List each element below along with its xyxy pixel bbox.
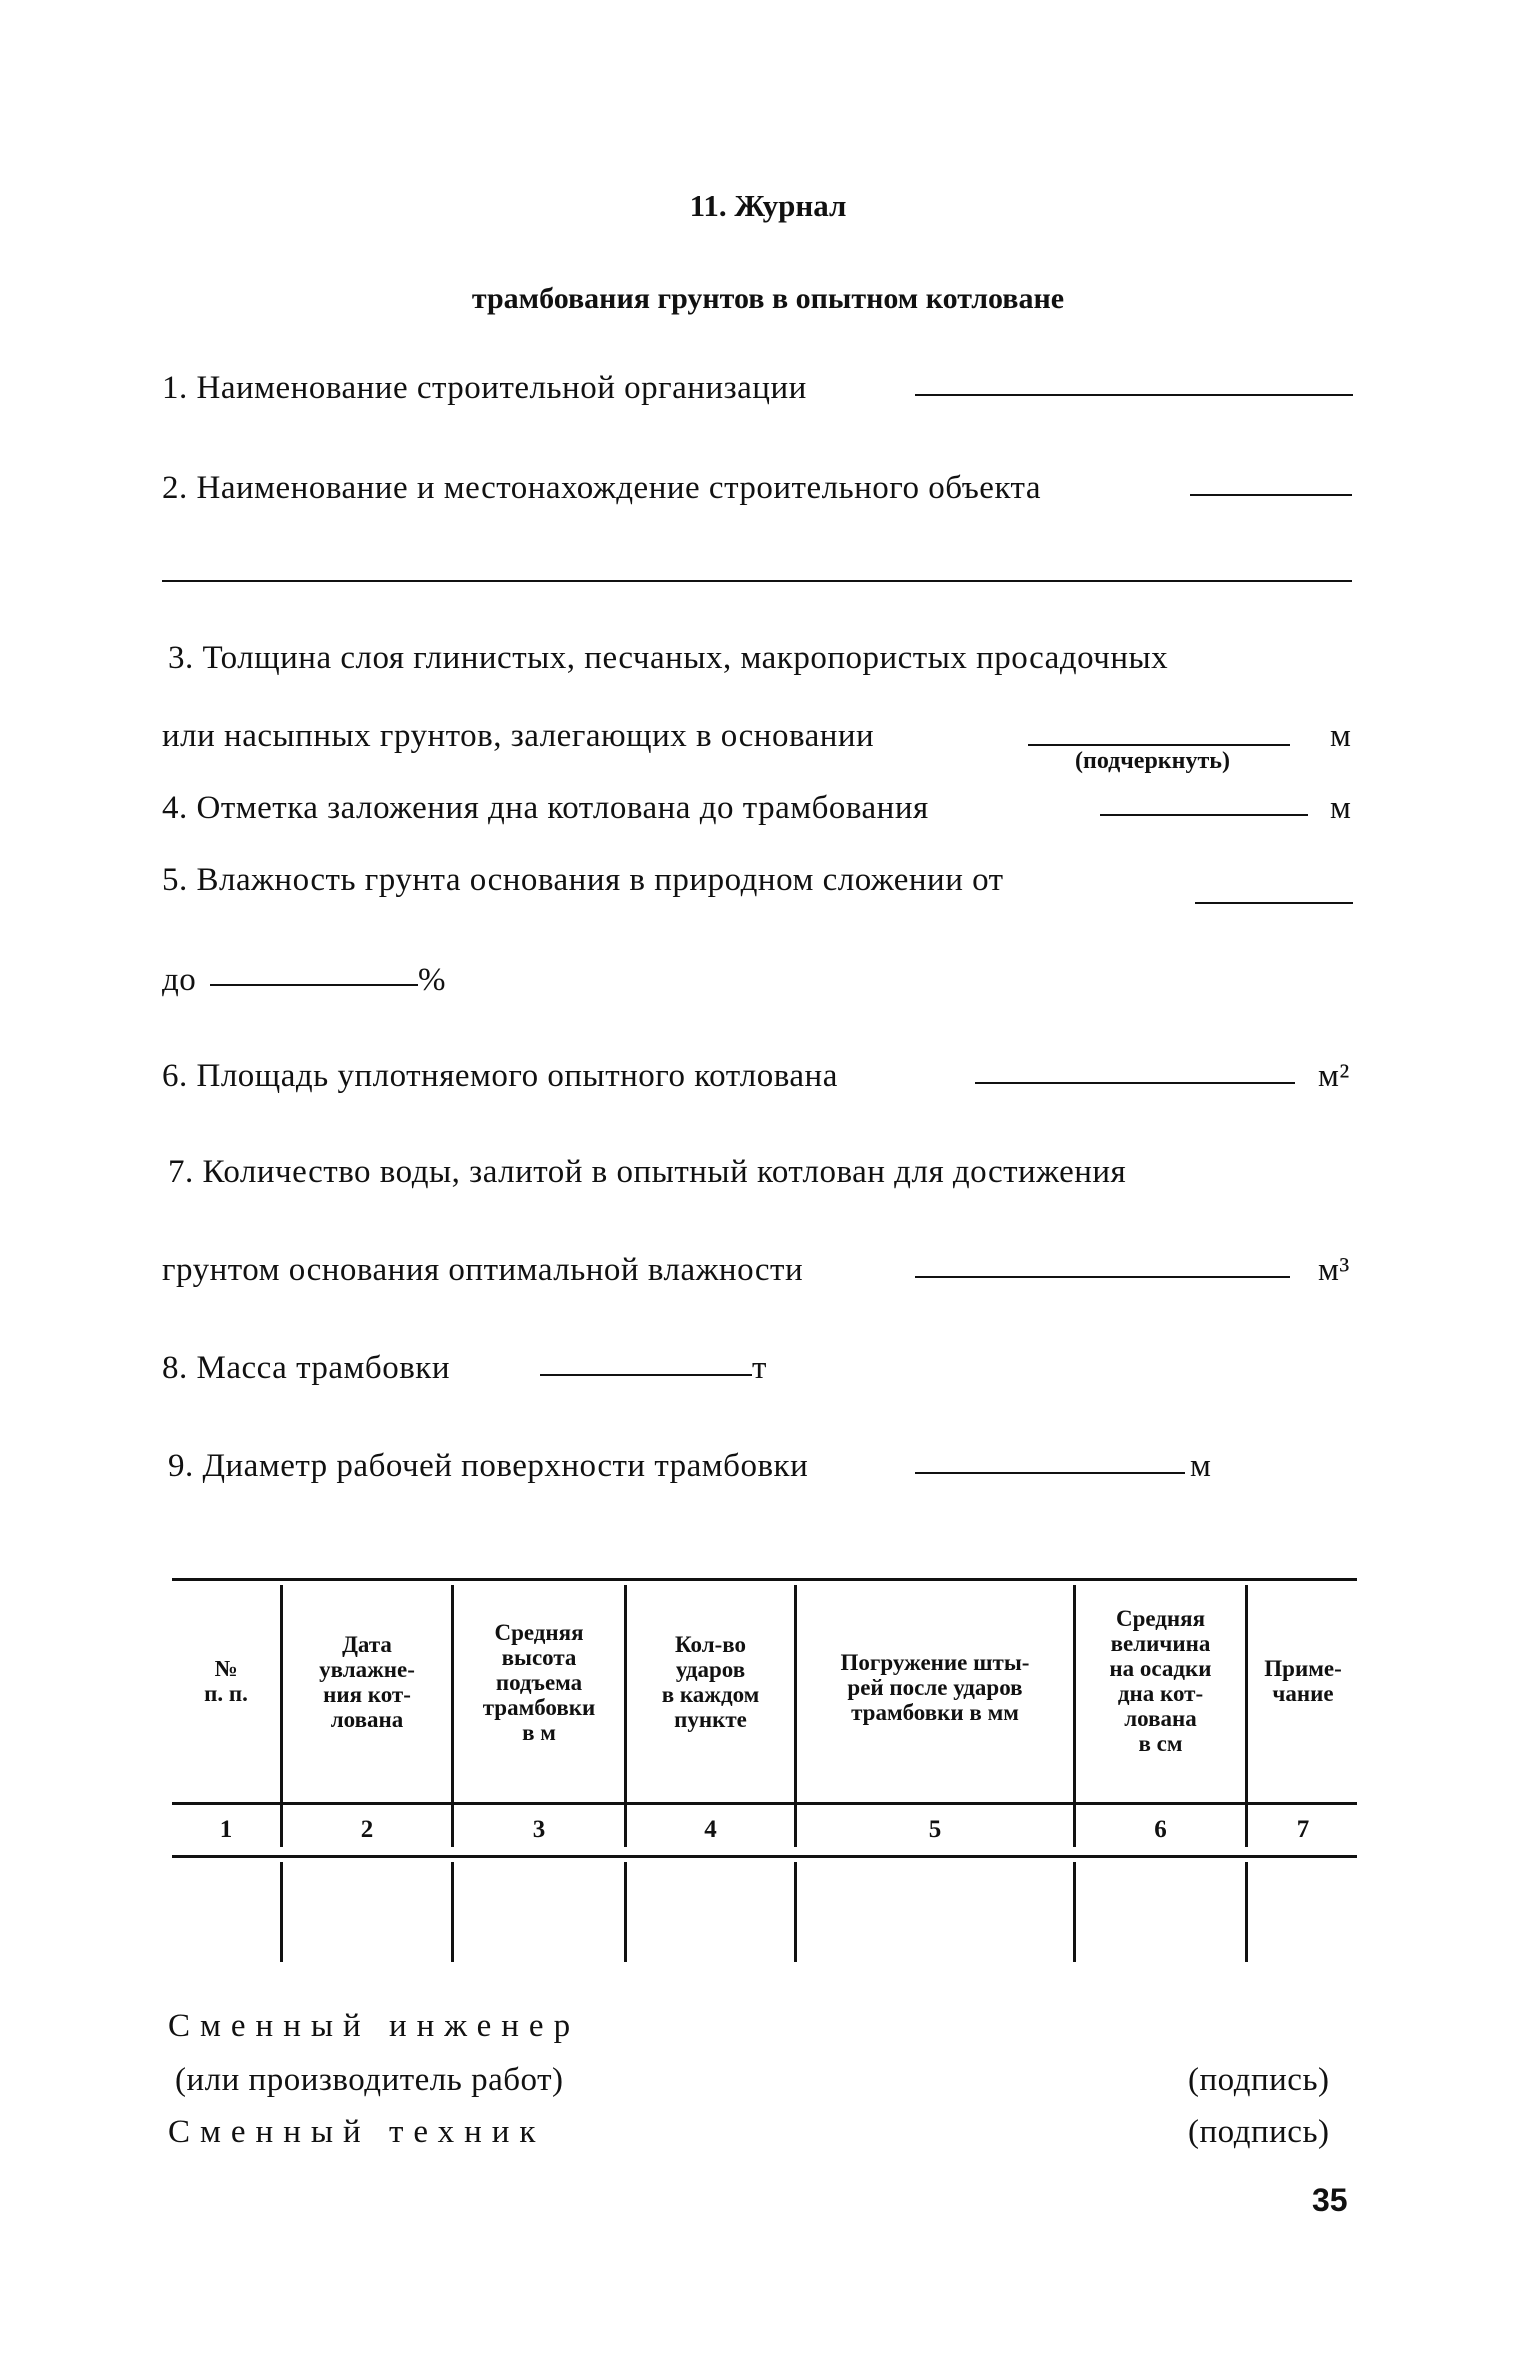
item-7-blank	[915, 1276, 1290, 1278]
journal-subtitle: трамбования грунтов в опытном котловане	[471, 282, 1065, 315]
table-col-number: 2	[360, 1816, 374, 1843]
table-header-cell: № п. п.	[204, 1656, 248, 1706]
table-numbers-rule	[172, 1855, 1357, 1858]
item-5-percent: %	[418, 962, 446, 998]
table-col-number: 3	[532, 1816, 546, 1843]
item-3-line2: или насыпных грунтов, залегающих в основании	[162, 718, 875, 754]
table-body-divider	[794, 1862, 797, 1962]
item-5-do: до	[162, 962, 197, 998]
table-header-cell: Кол-во ударов в каждом пункте	[661, 1632, 760, 1732]
table-header-cell: Дата увлажне- ния кот- лована	[319, 1632, 415, 1732]
footer-signature-1: (подпись)	[1188, 2062, 1330, 2098]
item-3-note: (подчеркнуть)	[1075, 748, 1230, 774]
table-body-divider	[1073, 1862, 1076, 1962]
item-7-line1: 7. Количество воды, залитой в опытный котлован для достижения	[168, 1154, 1127, 1190]
item-4-unit: м	[1330, 790, 1352, 826]
table-col-divider	[1245, 1585, 1248, 1847]
item-3-blank	[1028, 744, 1290, 746]
item-6-blank	[975, 1082, 1295, 1084]
item-5-blank-from	[1195, 902, 1353, 904]
journal-title: 11. Журнал	[689, 188, 847, 223]
item-8-unit: т	[752, 1350, 767, 1386]
item-2-blank	[1190, 494, 1352, 496]
table-col-number: 4	[704, 1816, 717, 1843]
item-9-blank	[915, 1472, 1185, 1474]
item-4-blank	[1100, 814, 1308, 816]
table-top-rule	[172, 1578, 1357, 1581]
item-9-label: 9. Диаметр рабочей поверхности трамбовки	[168, 1448, 809, 1484]
table-col-number: 1	[219, 1816, 233, 1843]
table-header-cell: Средняя величина на осадки дна кот- лована в см	[1109, 1606, 1212, 1756]
footer-technician: Сменный техник	[168, 2114, 546, 2150]
item-1-blank	[915, 394, 1353, 396]
item-5-line1: 5. Влажность грунта основания в природном сложении от	[162, 862, 1004, 898]
item-2-blank-full	[162, 580, 1352, 582]
item-7-unit: м³	[1318, 1252, 1350, 1288]
item-8-label: 8. Масса трамбовки	[162, 1350, 451, 1386]
item-4-label: 4. Отметка заложения дна котлована до трамбования	[162, 790, 929, 826]
page-number: 35	[1312, 2182, 1348, 2218]
item-8-blank	[540, 1374, 752, 1376]
item-1-label: 1. Наименование строительной организации	[162, 370, 807, 406]
item-6-label: 6. Площадь уплотняемого опытного котлована	[162, 1058, 838, 1094]
item-9-unit: м	[1190, 1448, 1212, 1484]
item-5-blank-to	[210, 984, 418, 986]
footer-or-producer: (или производитель работ)	[175, 2062, 564, 2098]
footer-signature-2: (подпись)	[1188, 2114, 1330, 2150]
table-body-divider	[624, 1862, 627, 1962]
table-col-number: 5	[928, 1816, 942, 1843]
footer-engineer: Сменный инженер	[168, 2008, 581, 2044]
table-header-cell: Погружение шты- рей после ударов трамбовки в мм	[840, 1650, 1030, 1725]
item-7-line2: грунтом основания оптимальной влажности	[162, 1252, 804, 1288]
table-header-cell: Приме- чание	[1264, 1656, 1342, 1706]
table-body-divider	[451, 1862, 454, 1962]
table-header-rule	[172, 1802, 1357, 1805]
item-3-unit: м	[1330, 718, 1352, 754]
table-body-divider	[1245, 1862, 1248, 1962]
table-header-cell: Средняя высота подъема трамбовки в м	[482, 1620, 596, 1745]
table-col-number: 6	[1154, 1816, 1167, 1843]
table-col-number: 7	[1296, 1816, 1310, 1843]
table-body-divider	[280, 1862, 283, 1962]
item-3-line1: 3. Толщина слоя глинистых, песчаных, макропористых просадочных	[168, 640, 1169, 676]
item-6-unit: м²	[1318, 1058, 1350, 1094]
item-2-label: 2. Наименование и местонахождение строительного объекта	[162, 470, 1042, 506]
